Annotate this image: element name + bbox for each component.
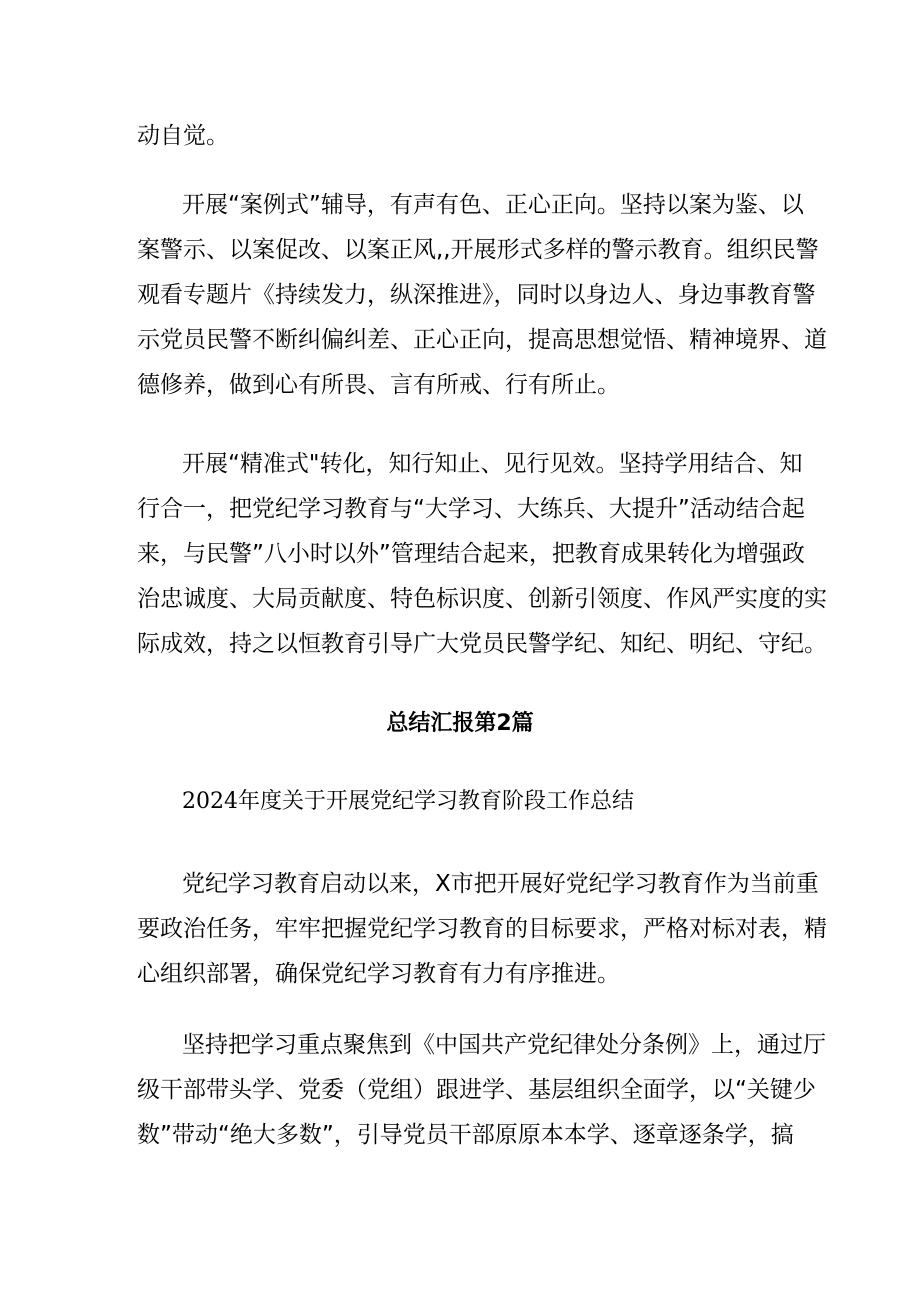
paragraph-line: 级干部带头学、党委（党组）跟进学、基层组织全面学，以“关键少 [137,1077,816,1103]
paragraph-line: 案警示、以案促改、以案正风,,开展形式多样的警示教育。组织民警 [137,237,819,263]
paragraph-line: 行合一，把党纪学习教育与“大学习、大练兵、大提升”活动结合起 [137,496,805,522]
paragraph-line: 心组织部署，确保党纪学习教育有力有序推进。 [137,961,620,987]
paragraph-line: 坚持把学习重点聚焦到《中国共产党纪律处分条例》上，通过厅 [182,1032,826,1058]
paragraph-line: 德修养，做到心有所畏、言有所戒、行有所止。 [137,372,620,398]
paragraph-line: 要政治任务，牢牢把握党纪学习教育的目标要求，严格对标对表，精 [137,916,827,942]
paragraph-line: 开展“精准式"转化，知行知止、见行见效。坚持学用结合、知 [182,451,803,477]
document-subtitle: 2024年度关于开展党纪学习教育阶段工作总结 [182,789,634,814]
paragraph-line: 示党员民警不断纠偏纠差、正心正向，提高思想觉悟、精神境界、道 [137,327,827,353]
paragraph-line: 党纪学习教育启动以来，X市把开展好党纪学习教育作为当前重 [182,871,819,897]
paragraph-line: 动自觉。 [137,123,229,149]
paragraph-line: 治忠诚度、大局贡献度、特色标识度、创新引领度、作风严实度的实 [137,586,827,612]
paragraph-line: 际成效，持之以恒教育引导广大党员民警学纪、知纪、明纪、守纪。 [137,631,827,657]
paragraph-line: 开展“案例式”辅导，有声有色、正心正向。坚持以案为鉴、以 [182,192,804,218]
section-heading: 总结汇报第2篇 [386,711,534,736]
paragraph-line: 数”带动“绝大多数”，引导党员干部原原本本学、逐章逐条学，搞 [137,1122,794,1148]
paragraph-line: 观看专题片《持续发力，纵深推进》，同时以身边人、身边事教育警 [137,282,816,308]
paragraph-line: 来，与民警”八小时以外”管理结合起来，把教育成果转化为增强政 [137,541,805,567]
